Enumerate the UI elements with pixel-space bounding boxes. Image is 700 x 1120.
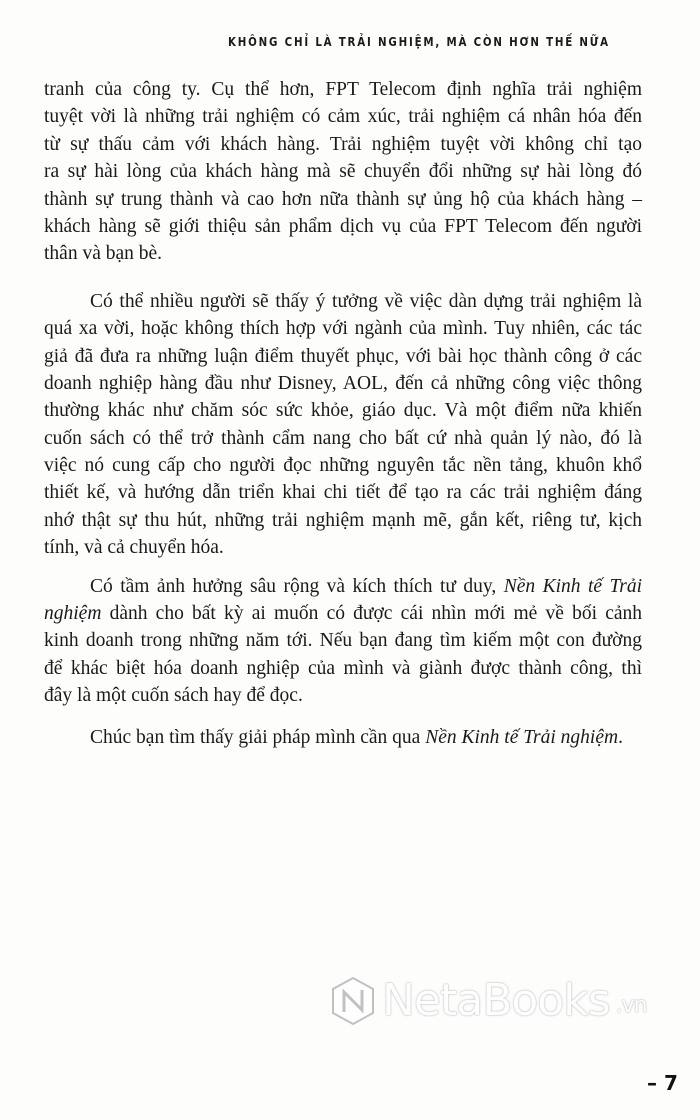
- book-title: Nền Kinh tế Trải: [503, 575, 643, 597]
- book-title: nghiệm: [44, 603, 102, 625]
- text-line: [44, 600, 642, 627]
- paragraph-4: [44, 724, 642, 751]
- text-line: thường khác như chăm sóc sức khỏe, giáo dục. Và một điểm nữa khiến: [44, 400, 642, 422]
- text-line: đây là một cuốn sách hay để đọc.: [44, 685, 303, 707]
- paragraph-2: [44, 288, 642, 562]
- text-line: khách hàng sẽ giới thiệu sản phẩm dịch vụ của FPT Telecom đến người: [44, 215, 642, 237]
- text-line: thành sự trung thành và cao hơn nữa thành sự ủng hộ của khách hàng –: [44, 188, 642, 210]
- running-header: KHÔNG CHỈ LÀ TRẢI NGHIỆM, MÀ CÒN HƠN THẾ NỮA: [228, 34, 610, 49]
- page-number: – 7: [647, 1071, 678, 1095]
- text-line: thân và bạn bè.: [44, 243, 163, 265]
- text-line: kinh doanh trong những năm tới. Nếu bạn đang tìm kiếm một con đường: [44, 630, 642, 652]
- text-line: tranh của công ty. Cụ thể hơn, FPT Telecom định nghĩa trải nghiệm: [44, 79, 642, 100]
- text-line: nhớ thật sự thu hút, những trải nghiệm mạnh mẽ, gắn kết, riêng tư, kịch: [44, 509, 642, 531]
- paragraph-1: [44, 76, 642, 268]
- text-run: .: [618, 726, 623, 748]
- text-line: thiết kế, và hướng dẫn triển khai chi tiết để tạo ra các trải nghiệm đáng: [44, 482, 642, 504]
- text-line: Có thể nhiều người sẽ thấy ý tưởng về việc dàn dựng trải nghiệm là: [90, 290, 642, 312]
- text-run: dành cho bất kỳ ai muốn có được cái nhìn mới mẻ về bối cảnh: [101, 603, 642, 625]
- text-line: tính, và cả chuyển hóa.: [44, 537, 224, 559]
- paragraph-3: [44, 573, 642, 710]
- netabooks-logo-icon: [330, 976, 376, 1026]
- book-title: Nền Kinh tế Trải nghiệm: [425, 726, 619, 748]
- text-line: cuốn sách có thể trở thành cẩm nang cho bất cứ nhà quản lý nào, đó là: [44, 427, 642, 449]
- watermark-brand: NetaBooks: [382, 975, 610, 1026]
- text-line: [44, 724, 642, 751]
- text-line: doanh nghiệp hàng đầu như Disney, AOL, đến cả những công việc thông: [44, 372, 642, 394]
- text-line: ra sự hài lòng của khách hàng mà sẽ chuyển đổi những sự hài lòng đó: [44, 161, 642, 183]
- text-run: Chúc bạn tìm thấy giải pháp mình cần qua: [90, 726, 426, 748]
- text-line: từ sự thấu cảm với khách hàng. Trải nghiệm tuyệt vời không chỉ tạo: [44, 133, 642, 155]
- text-line: để khác biệt hóa doanh nghiệp của mình và giành được thành công, thì: [44, 657, 642, 679]
- text-line: giả đã đưa ra những luận điểm thuyết phục, với bài học thành công ở các: [44, 345, 642, 367]
- page-body: [44, 76, 642, 771]
- text-line: quá xa vời, hoặc không thích hợp với ngành của mình. Tuy nhiên, các tác: [44, 318, 642, 340]
- watermark-tld: .vn: [615, 993, 647, 1018]
- text-line: việc nó cung cấp cho người đọc những nguyên tắc nền tảng, khuôn khổ: [44, 455, 642, 477]
- text-line: [44, 573, 642, 600]
- text-line: tuyệt vời là những trải nghiệm có cảm xúc, trải nghiệm cá nhân hóa đến: [44, 106, 642, 128]
- text-run: Có tầm ảnh hưởng sâu rộng và kích thích tư duy,: [90, 575, 504, 597]
- watermark: [330, 975, 647, 1026]
